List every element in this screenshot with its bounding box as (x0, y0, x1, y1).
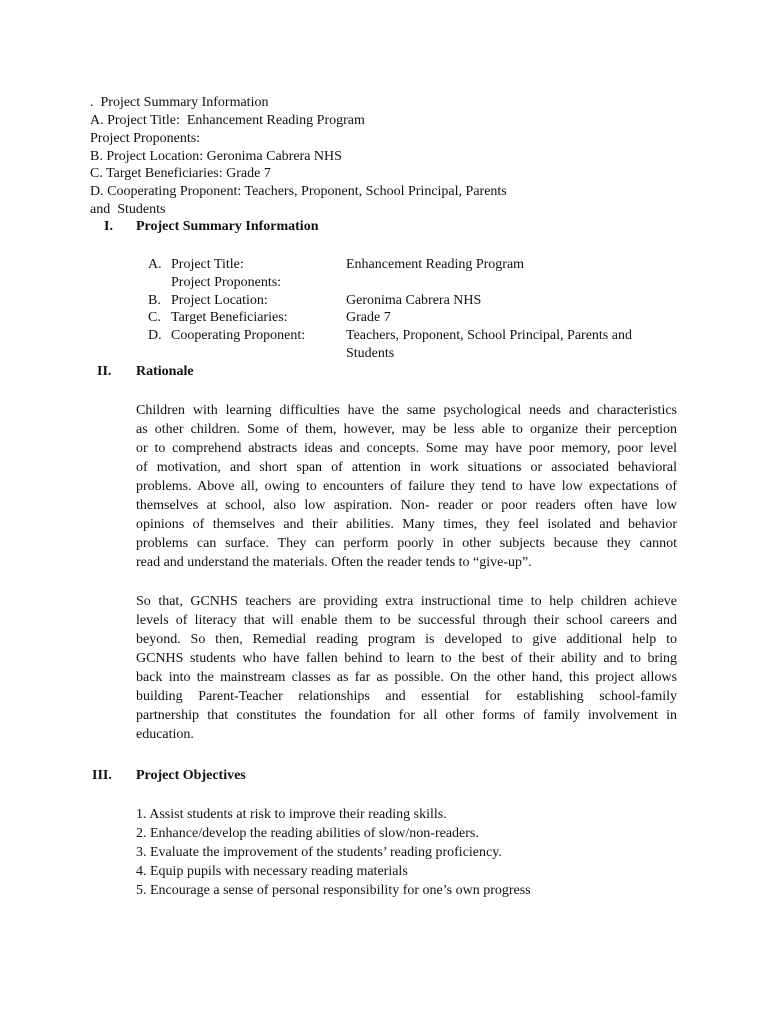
item-value: Enhancement Reading Program (346, 257, 525, 272)
paragraph-line: back into the mainstream classes as far as possible. On the other hand, this project allows (136, 670, 677, 685)
paragraph-line: problems can surface. They can perform poorly in other subjects because they cannot (136, 536, 677, 551)
paragraph-line: of motivation, and short span of attention in work situations or associated behavioral (136, 460, 677, 475)
item-label: Project Proponents: (171, 275, 282, 290)
header-line: D. Cooperating Proponent: Teachers, Proponent, School Principal, Parents (90, 184, 507, 199)
item-label: Project Location: (171, 293, 268, 308)
header-line: and Students (90, 202, 166, 217)
paragraph-line: or to comprehend abstracts ideas and concepts. Some may have poor memory, poor level (136, 441, 677, 456)
paragraph-line: levels of literacy that will enable them to be successful through their school careers and (136, 613, 677, 628)
section-heading: Rationale (136, 364, 194, 379)
item-letter: A. (148, 257, 162, 272)
rationale-paragraph-2 (136, 592, 677, 744)
list-item: 5. Encourage a sense of personal responsibility for one’s own progress (136, 883, 531, 898)
header-line: . Project Summary Information (90, 95, 269, 110)
paragraph-line: problems. Above all, owing to encounters of failure they tend to have low expectations of (136, 479, 677, 494)
paragraph-line: Children with learning difficulties have the same psychological needs and characteristics (136, 403, 677, 418)
paragraph-line: beyond. So then, Remedial reading program is developed to give additional help to (136, 632, 677, 647)
list-item: 2. Enhance/develop the reading abilities of slow/non-readers. (136, 826, 479, 841)
paragraph-line: GCNHS students who have fallen behind to learn to the best of their ability and to bring (136, 651, 677, 666)
header-line: C. Target Beneficiaries: Grade 7 (90, 166, 271, 181)
section-number: III. (92, 768, 112, 783)
rationale-paragraph-1 (136, 401, 677, 572)
header-line: A. Project Title: Enhancement Reading Program (90, 113, 365, 128)
paragraph-line: as other children. Some of them, however, may be less able to organize their perception (136, 422, 677, 437)
paragraph-line: building Parent-Teacher relationships and essential for establishing school-family (136, 689, 677, 704)
list-item: 3. Evaluate the improvement of the students’ reading proficiency. (136, 845, 502, 860)
item-letter: B. (148, 293, 161, 308)
header-line: Project Proponents: (90, 131, 201, 146)
item-label: Project Title: (171, 257, 244, 272)
section-number: I. (104, 219, 113, 234)
paragraph-line: So that, GCNHS teachers are providing extra instructional time to help children achieve (136, 594, 677, 609)
paragraph-line: partnership that constitutes the foundation for all other forms of family involvement in (136, 708, 677, 723)
item-value: Students (346, 346, 395, 361)
section-heading: Project Summary Information (136, 219, 319, 234)
item-letter: C. (148, 310, 161, 325)
item-value: Teachers, Proponent, School Principal, Parents and (346, 328, 632, 343)
paragraph-line: read and understand the materials. Often the reader tends to “give-up”. (136, 555, 532, 570)
section-heading: Project Objectives (136, 768, 246, 783)
section-number: II. (97, 364, 112, 379)
paragraph-line: opinions of themselves and their abilities. Many times, they feel isolated and behavior (136, 517, 677, 532)
list-item: 1. Assist students at risk to improve their reading skills. (136, 807, 447, 822)
item-letter: D. (148, 328, 162, 343)
item-value: Grade 7 (346, 310, 391, 325)
paragraph-line: education. (136, 727, 194, 742)
header-line: B. Project Location: Geronima Cabrera NHS (90, 149, 342, 164)
item-value: Geronima Cabrera NHS (346, 293, 482, 308)
item-label: Cooperating Proponent: (171, 328, 306, 343)
list-item: 4. Equip pupils with necessary reading materials (136, 864, 408, 879)
item-label: Target Beneficiaries: (171, 310, 288, 325)
paragraph-line: themselves at school, also low aspiration. Non- reader or poor readers often have low (136, 498, 677, 513)
